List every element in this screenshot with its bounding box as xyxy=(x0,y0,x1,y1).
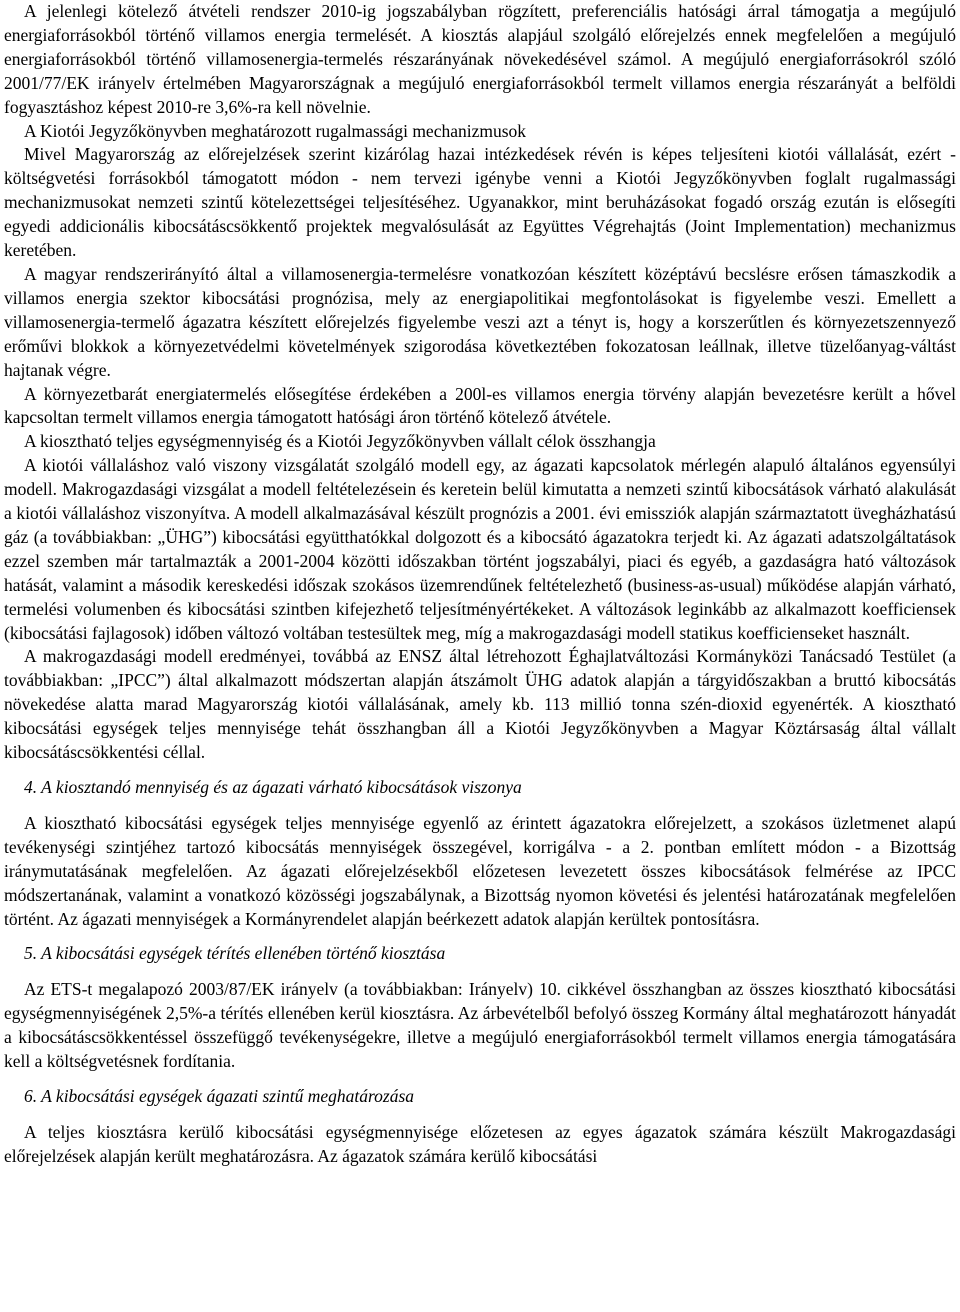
section-body-5: Az ETS-t megalapozó 2003/87/EK irányelv (a továbbiakban: Irányelv) 10. cikkével összhangban az összes kiosztható kibocsátási egységmennyiségének 2,5%-a térítés ellenében kerül kiosztásra. Az árbevételből befolyó összeg Kormány által meghatározott hányadát a kibocsátáscsökkentéssel összefüggő tevékenységekre, illetve a megújuló energiaforrásokból termelt villamos energia támogatására kell a költségvetésnek fordítania. xyxy=(4,979,956,1072)
section-heading-4: 4. A kiosztandó mennyiség és az ágazati várható kibocsátások viszonya xyxy=(24,777,522,797)
document-page xyxy=(4,0,956,1169)
subheading-flexibility-mechanisms: A Kiotói Jegyzőkönyvben meghatározott rugalmassági mechanizmusok xyxy=(24,120,527,141)
paragraph-cogeneration: A környezetbarát energiatermelés elősegítése érdekében a 200l-es villamos energia törvény alapján bevezetésre került a hővel kapcsoltan termelt villamos energia támogatott hatósági áron történő kötelező átvétele. xyxy=(4,383,956,428)
paragraph-model-results: A makrogazdasági modell eredményei, továbbá az ENSZ által létrehozott Éghajlatváltozási Kormányközi Tanácsadó Testület (a továbbiakban: „IPCC”) által alkalmazott módszertan alapján átszámolt ÜHG adatok alapján a tárgyidőszakban a bruttó kibocsátás növekedése alatta marad Magyarország kiotói vállalásának, amely kb. 113 millió tonna szén-dioxid egyenérték. A kiosztható kibocsátási egységek teljes mennyisége tehát összhangban áll a Kiotói Jegyzőkönyvben a Magyar Köztársaság által vállalt kibocsátáscsökkentési céllal. xyxy=(4,646,956,763)
paragraph-joint-implementation: Mivel Magyarország az előrejelzések szerint kizárólag hazai intézkedések révén is képes teljesíteni kiotói vállalását, ezért - költségvetési forrásokból támogatott módon - nem tervezi igénybe venni a Kiotói Jegyzőkönyvben foglalt rugalmassági mechanizmusokat nemzeti szintű kötelezettségei teljesítéséhez. Ugyanakkor, mint beruházásokat fogadó ország ezután is elősegíti egyedi addicionális kibocsátáscsökkentő projektek megvalósulását az Együttes Végrehajtás (Joint Implementation) mechanizmus keretében. xyxy=(4,144,956,261)
paragraph-equilibrium-model: A kiotói vállaláshoz való viszony vizsgálatát szolgáló modell egy, az ágazati kapcsolatok mérlegén alapuló általános egyensúlyi modell. Makrogazdasági vizsgálat a modell feltételezésein és keretein belül kimutatta a nemzeti szintű kibocsátások várható alakulását a kiotói vállaláshoz viszonyítva. A modell alkalmazásával készült prognózis a 2001. évi emissziók alapján származtatott üvegházhatású gáz (a továbbiakban: „ÜHG”) kibocsátási együtthatókkal dolgozott és a kibocsátó ágazatokra terjedt ki. Az ágazati adatszolgáltatások ezzel szemben már tartalmazták a 2001-2004 közötti időszakban történt jogszabályi, piaci és egyéb, a gazdaságra ható változások hatását, valamint a második kereskedési időszak szokásos üzemrendűnek feltételezhető (business-as-usual) működése alapján várható, termelési volumenben és kibocsátási szintben kifejezhető teljesítményértékeket. A változások leginkább az alkalmazott koefficiensek (kibocsátási fajlagosok) időben változó voltában testesültek meg, míg a makrogazdasági modell statikus koefficienseket használt. xyxy=(4,455,956,643)
subheading-kyoto-consistency: A kiosztható teljes egységmennyiség és a Kiotói Jegyzőkönyvben vállalt célok összhangja xyxy=(24,431,656,452)
section-heading-6: 6. A kibocsátási egységek ágazati szintű meghatározása xyxy=(24,1085,414,1106)
paragraph-system-operator-forecast: A magyar rendszerirányító által a villamosenergia-termelésre vonatkozóan készített középtávú becslésre erősen támaszkodik a villamos energia szektor kibocsátási prognózisa, mely az energiapolitikai megfontolásokat is figyelembe veszi. Emellett a villamosenergia-termelő ágazatra készített előrejelzés figyelembe veszi azt a tényt is, hogy a korszerűtlen és környezetszennyező erőművi blokkok a környezetvédelmi követelmények szigorodása következtében fokozatosan leállnak, illetve tüzelőanyag-váltást hajtanak végre. xyxy=(4,263,956,380)
paragraph-feed-in-tariff: A jelenlegi kötelező átvételi rendszer 2010-ig jogszabályban rögzített, preferenciális hatósági árral támogatja a megújuló energiaforrásokból történő villamos energia termelését. A kiosztás alapjául szolgáló előrejelzés ennek megfelelően a megújuló energiaforrásokból történő villamosenergia-termelés részarányának növekedésével számol. A megújuló energiaforrásokról szóló 2001/77/EK irányelv értelmében Magyarországnak a megújuló energiaforrásokból termelt villamos energia részarányát a belföldi fogyasztáshoz képest 2010-re 3,6%-ra kell növelnie. xyxy=(4,1,956,117)
section-heading-5: 5. A kibocsátási egységek térítés ellenében történő kiosztása xyxy=(24,943,446,964)
section-body-6: A teljes kiosztásra kerülő kibocsátási egységmennyisége előzetesen az egyes ágazatok számára készült Makrogazdasági előrejelzések alapján került meghatározásra. Az ágazatok számára kerülő kibocsátási xyxy=(4,1121,956,1166)
section-body-4: A kiosztható kibocsátási egységek teljes mennyisége egyenlő az érintett ágazatokra előrejelzett, a szokásos üzletmenet alapú tevékenységi szintjéhez tartozó kibocsátás mennyiségek összegével, korrigálva - a 2. pontban említett módon - a Bizottság iránymutatásának megfelelően. Az ágazati előrejelzésekből előzetesen levezetett összes kibocsátások felmérése az IPCC módszertanának, valamint a vonatkozó közösségi jogszabálynak, a Bizottság nyomon követési és jelentési határozatának megfelelően történt. Az ágazati mennyiségek a Kormányrendelet alapján beérkezett adatok alapján kerültek pontosításra. xyxy=(4,812,956,929)
